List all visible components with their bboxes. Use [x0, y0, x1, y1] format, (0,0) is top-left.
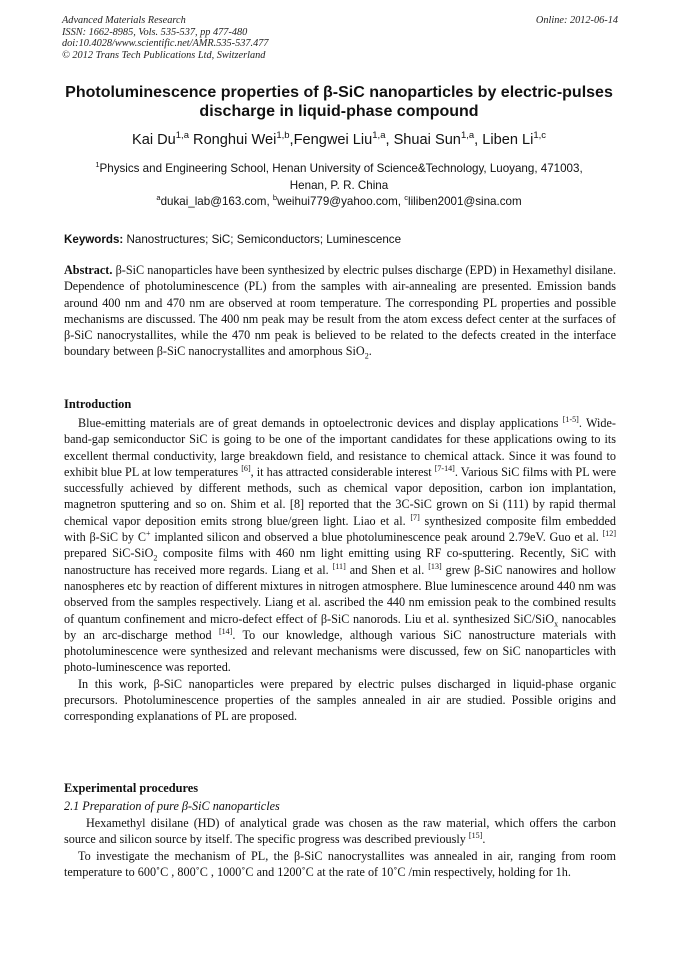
- journal-name: Advanced Materials Research: [62, 15, 186, 26]
- email: $^a$dukai_lab@163.com: [156, 193, 267, 208]
- keywords-label: Keywords:: [64, 233, 124, 246]
- section-heading-experimental: Experimental procedures: [64, 781, 199, 795]
- issn-line: ISSN: 1662-8985, Vols. 535-537, pp 477-480: [62, 26, 248, 38]
- journal-header: [62, 15, 618, 61]
- section-heading-introduction: Introduction: [64, 397, 132, 411]
- paragraph: To investigate the mechanism of PL, the β-SiC nanocrystallites was annealed in air, ranging from room temperature to 600˚C , 800˚C , 1000˚C and 1200˚C at the rate of 10˚C /min respectively, holding for 1h.: [64, 848, 616, 879]
- author: Kai Du$^{1,a}$: [131, 130, 189, 148]
- introduction-body: [64, 415, 616, 725]
- author-emails: $^a$dukai_lab@163.com, $^b$weihui779@yahoo.com, $^c$liliben2001@sina.com: [156, 193, 522, 208]
- paragraph: In this work, β-SiC nanoparticles were prepared by electric pulses discharged in liquid-phase organic precursors. Photoluminescence properties of the samples annealed in air are studied. Possible origins and corresponding explanations of PL are proposed.: [64, 676, 616, 724]
- doi-line: doi:10.4028/www.scientific.net/AMR.535-537.477: [62, 38, 269, 49]
- experimental-body: [64, 815, 616, 880]
- paper-title: Photoluminescence properties of β-SiC nanoparticles by electric-pulses discharge in liquid-phase compound: [65, 84, 613, 120]
- abstract: Abstract. β-SiC nanoparticles have been synthesized by electric pulses discharge (EPD) in Hexamethyl disilane. Dependence of photoluminescence (PL) from the samples with air-annealing are presented. Emission bands around 400 nm and 470 nm are observed at room temperature. The corresponding PL properties and possible mechanisms are discussed. The 400 nm peak may be result from the atom excess defect center at the surfaces of β-SiC nanocrystallites, while the 470 nm peak is believed to be related to the defects created in the interface boundary between β-SiC nanocrystallites and amorphous SiO$_2$.: [64, 263, 617, 361]
- online-date: Online: 2012-06-14: [535, 15, 618, 26]
- paragraph: Hexamethyl disilane (HD) of analytical grade was chosen as the raw material, which offers the carbon source and silicon source by itself. The specific progress was described previously [15].: [64, 816, 616, 847]
- author: Liben Li$^{1,c}$: [482, 130, 547, 148]
- keywords: [64, 233, 616, 247]
- email: $^b$weihui779@yahoo.com: [272, 193, 398, 208]
- paragraph: Blue-emitting materials are of great demands in optoelectronic devices and display applications [1-5]. Wide-band-gap semiconductor SiC is going to be one of the important candidates for these applications owing to its excellent thermal conductivity, large breakdown field, and resistance to chemical attack. Since it was found to exhibit blue PL at low temperatures [6], it has attracted considerable interest [7-14]. Various SiC films with PL were successfully achieved by different methods, such as chemical vapor deposition, carbon ion implantation, magnetron sputtering and so on. Shim et al. [8] reported that the 3C-SiC grown on Si (111) by rapid thermal chemical vapor deposition emits strong blue/green light. Liao et al. [7] synthesized composite film embedded with β-SiC by C+ implanted silicon and observed a blue photoluminescence peak around 2.79eV. Guo et al. [12] prepared SiC-SiO$_2$ composite films with 460 nm light emitting using RF co-sputtering. Recently, SiC with nanostructure has received more regards. Liang et al. [11] and Shen et al. [13] grew β-SiC nanowires and hollow nanospheres etc by reaction of different mixtures in nitrogen atmosphere. Blue luminescence around 440 nm was observed from the samples respectively. Liang et al. ascribed the 440 nm emission peak to the combined results of quantum confinement and micro-defect effect of β-SiC nanorods. Liu et al. synthesized SiC/SiO$_x$ nanocables by an arc-discharge method [14]. To our knowledge, although various SiC nanostructure materials with photoluminescence were synthesized and relevant mechanisms were discussed, few on SiC nanoparticles with photo-luminescence was reported.: [64, 414, 617, 675]
- author-list: Kai Du$^{1,a}$ Ronghui Wei$^{1,b}$,Fengwei Liu$^{1,a}$, Shuai Sun$^{1,a}$, Liben Li$^{1,c}$: [131, 130, 547, 148]
- author: Ronghui Wei$^{1,b}$: [193, 130, 290, 148]
- subsection-heading: 2.1 Preparation of pure β-SiC nanoparticles: [64, 799, 280, 813]
- copyright-line: © 2012 Trans Tech Publications Ltd, Switzerland: [62, 49, 266, 61]
- author: Shuai Sun$^{1,a}$: [393, 130, 475, 148]
- email: $^c$liliben2001@sina.com: [404, 193, 522, 208]
- abstract-label: Abstract.: [64, 263, 113, 277]
- author: Fengwei Liu$^{1,a}$: [293, 130, 386, 148]
- keywords-text: Nanostructures; SiC; Semiconductors; Luminescence: [126, 233, 402, 246]
- affiliation: $^1$Physics and Engineering School, Henan University of Science&Technology, Luoyang, 471003, Henan, P. R. China: [95, 160, 583, 192]
